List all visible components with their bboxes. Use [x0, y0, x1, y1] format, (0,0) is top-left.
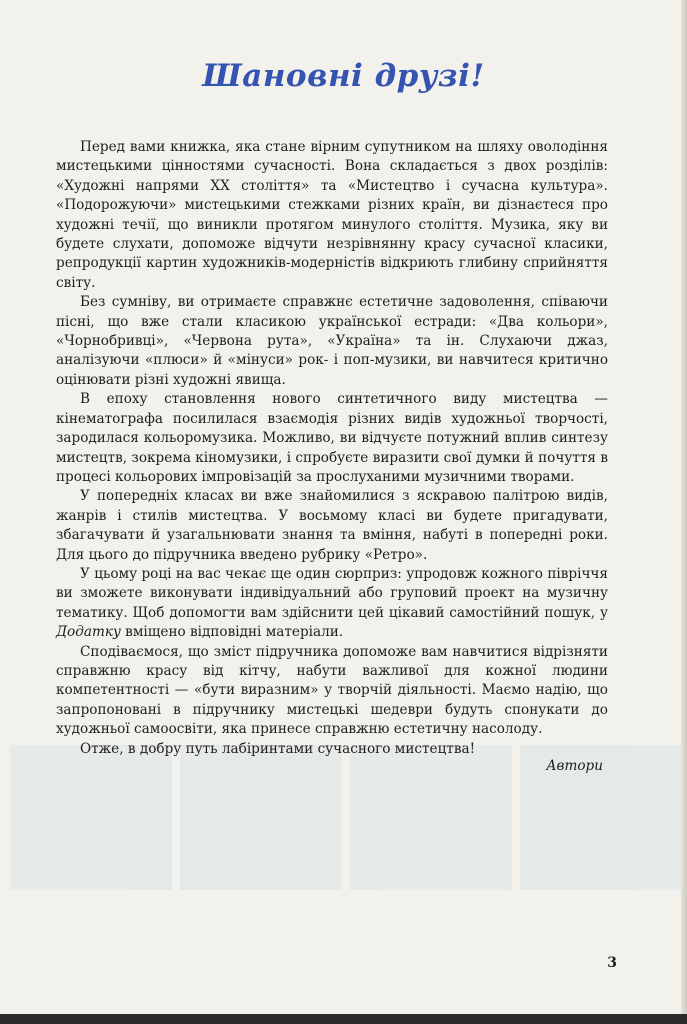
paragraph-cinema: В епоху становлення нового синтетичного виду мистецтва — кінематографа посилилася взаємодія різних видів художньої творчості, зародилася кольоромузика. Можливо, ви відчуєте потужний вплив синтезу мистецтв, зокрема кіномузики, і спробуєте виразити свої думки й почуття в процесі кольорових імпровізацій за прослуханими музичними творами. [56, 391, 608, 485]
page-edge [681, 0, 687, 1024]
paragraph-intro: Перед вами книжка, яка стане вірним супутником на шляху оволодіння мистецькими цінностями сучасності. Вона складається з двох розділів: «Художні напрями ХХ століття» та «Мистецтво і сучасна культура». «Подорожуючи» мистецькими стежками різних країн, ви дізнаєтеся про художні течії, що виникли протягом минулого століття. Музика, яку ви будете слухати, допоможе відчути незрівнянну красу сучасної класики, репродукції картин художників-модерністів відкриють глибину сприйняття світу. [56, 139, 608, 291]
surprise-text-after: вміщено відповідні матеріали. [120, 624, 344, 641]
surprise-text-before: У цьому році на вас чекає ще один сюрприз: упродовж кожного півріччя ви зможете виконувати індивідуальний або груповий проект на музичну тематику. Щоб допомогти вам здійснити цей цікавий самостійний пошук, у [56, 565, 608, 621]
page-number: 3 [607, 955, 617, 971]
paragraph-hope: Сподіваємося, що зміст підручника допоможе вам навчитися відрізняти справжню красу від кітчу, набути важливої для кожної людини компетентності — «бути виразним» у творчій діяльності. Маємо надію, що запропоновані в підручнику мистецькі шедеври будуть спонукати до художньої самоосвіти, яка принесе справжню естетичну насолоду. [56, 643, 608, 738]
paragraph-surprise [56, 565, 608, 643]
ghost-panel [180, 745, 342, 890]
paragraph-songs: Без сумніву, ви отримаєте справжнє естетичне задоволення, співаючи пісні, що вже стали класикою української естради: «Два кольори», «Чорнобривці», «Червона рута», «Україна» та ін. Слухаючи джаз, аналізуючи «плюси» й «мінуси» рок- і поп-музики, ви навчитеся критично оцінювати різні художні явища. [56, 294, 608, 388]
ghost-panel [350, 745, 512, 890]
surprise-emphasis: Додатку [56, 624, 121, 641]
bottom-edge [0, 1014, 687, 1024]
page-title: Шановні друзі! [202, 58, 485, 94]
ghost-panel [10, 745, 172, 890]
body-text [56, 138, 608, 759]
authors-signature: Автори [546, 758, 603, 774]
paragraph-closing: Отже, в добру путь лабіринтами сучасного мистецтва! [80, 740, 476, 757]
paragraph-retro: У попередніх класах ви вже знайомилися з яскравою палітрою видів, жанрів і стилів мистецтва. У восьмому класі ви будете пригадувати, збагачувати й узагальнювати знання та вміння, набуті в попередні роки. Для цього до підручника введено рубрику «Ретро». [56, 488, 608, 563]
